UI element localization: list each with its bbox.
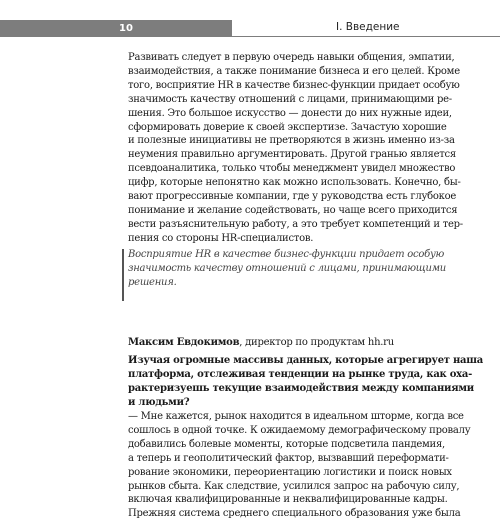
page-number-tab [0,20,232,37]
answer-line: Прежняя система среднего специального образования уже была [128,508,461,520]
text-line: шения. Это большое искусство — донести до них нужные идеи, [128,107,452,119]
text-line: неумения правильно аргументировать. Другой гранью является [128,149,456,161]
chapter-title: I. Введение [336,21,400,33]
quote-line: Восприятие HR в качестве бизнес-функции придает особую [128,249,445,260]
answer-line: а теперь и геополитический фактор, вызвавший переформати- [128,452,449,464]
question-line: рактеризуешь текущие взаимодействия между компаниями [128,382,474,394]
text-line: взаимодействия, а также понимание бизнеса и его целей. Кроме [128,65,460,77]
speaker-name: Максим Евдокимов [128,337,240,348]
interview-answer [128,410,478,521]
text-line: пения со стороны HR-специалистов. [128,232,314,244]
page-number: 10 [119,23,133,34]
answer-line: — Мне кажется, рынок находится в идеальном шторме, когда все [128,411,464,422]
text-line: псевдоаналитика, только чтобы менеджмент увидел множество [128,163,456,175]
text-line: вести разъяснительную работу, а это требует компетенций и тер- [128,218,463,230]
text-line: того, восприятие HR в качестве бизнес-функции придает особую [128,79,460,91]
quote-line: значимость качеству отношений с лицами, принимающими [128,262,446,274]
question-line: Изучая огромные массивы данных, которые агрегирует наша [128,355,484,366]
quote-line: решения. [128,276,177,288]
text-line: значимость качеству отношений с лицами, принимающими ре- [128,93,452,105]
answer-line: рование экономики, переориентацию логистики и поиск новых [128,466,452,478]
answer-line: добавились болевые моменты, которые подсветила пандемия, [128,438,445,450]
text-line: понимание и желание содействовать, но чаще всего приходится [128,204,458,216]
pull-quote [128,248,478,290]
interview-question [128,354,484,410]
question-line: платформа, отслеживая тенденции на рынке труда, как оха- [128,368,473,380]
answer-line: сошлось в одной точке. К ожидаемому демографическому провалу [128,424,471,436]
running-header [0,20,500,37]
text-line: сформировать доверие к своей экспертизе. Зачастую хорошие [128,121,447,133]
body-paragraph [128,51,478,246]
answer-line: включая квалифицированные и неквалифицированные кадры. [128,494,448,506]
text-line: вают прогрессивные компании, где у руководства есть глубокое [128,191,457,203]
pull-quote-bar [122,249,124,301]
speaker-role: , директор по продуктам hh.ru [239,337,394,348]
answer-line: рынков сбыта. Как следствие, усилился запрос на рабочую силу, [128,480,460,492]
question-line: и людьми? [128,396,190,408]
speaker-attribution [128,336,478,350]
text-line: и полезные инициативы не претворяются в жизнь именно из-за [128,135,455,147]
text-line: Развивать следует в первую очередь навыки общения, эмпатии, [128,52,455,63]
text-line: цифр, которые непонятно как можно использовать. Конечно, бы- [128,177,461,189]
header-rule [232,36,500,37]
